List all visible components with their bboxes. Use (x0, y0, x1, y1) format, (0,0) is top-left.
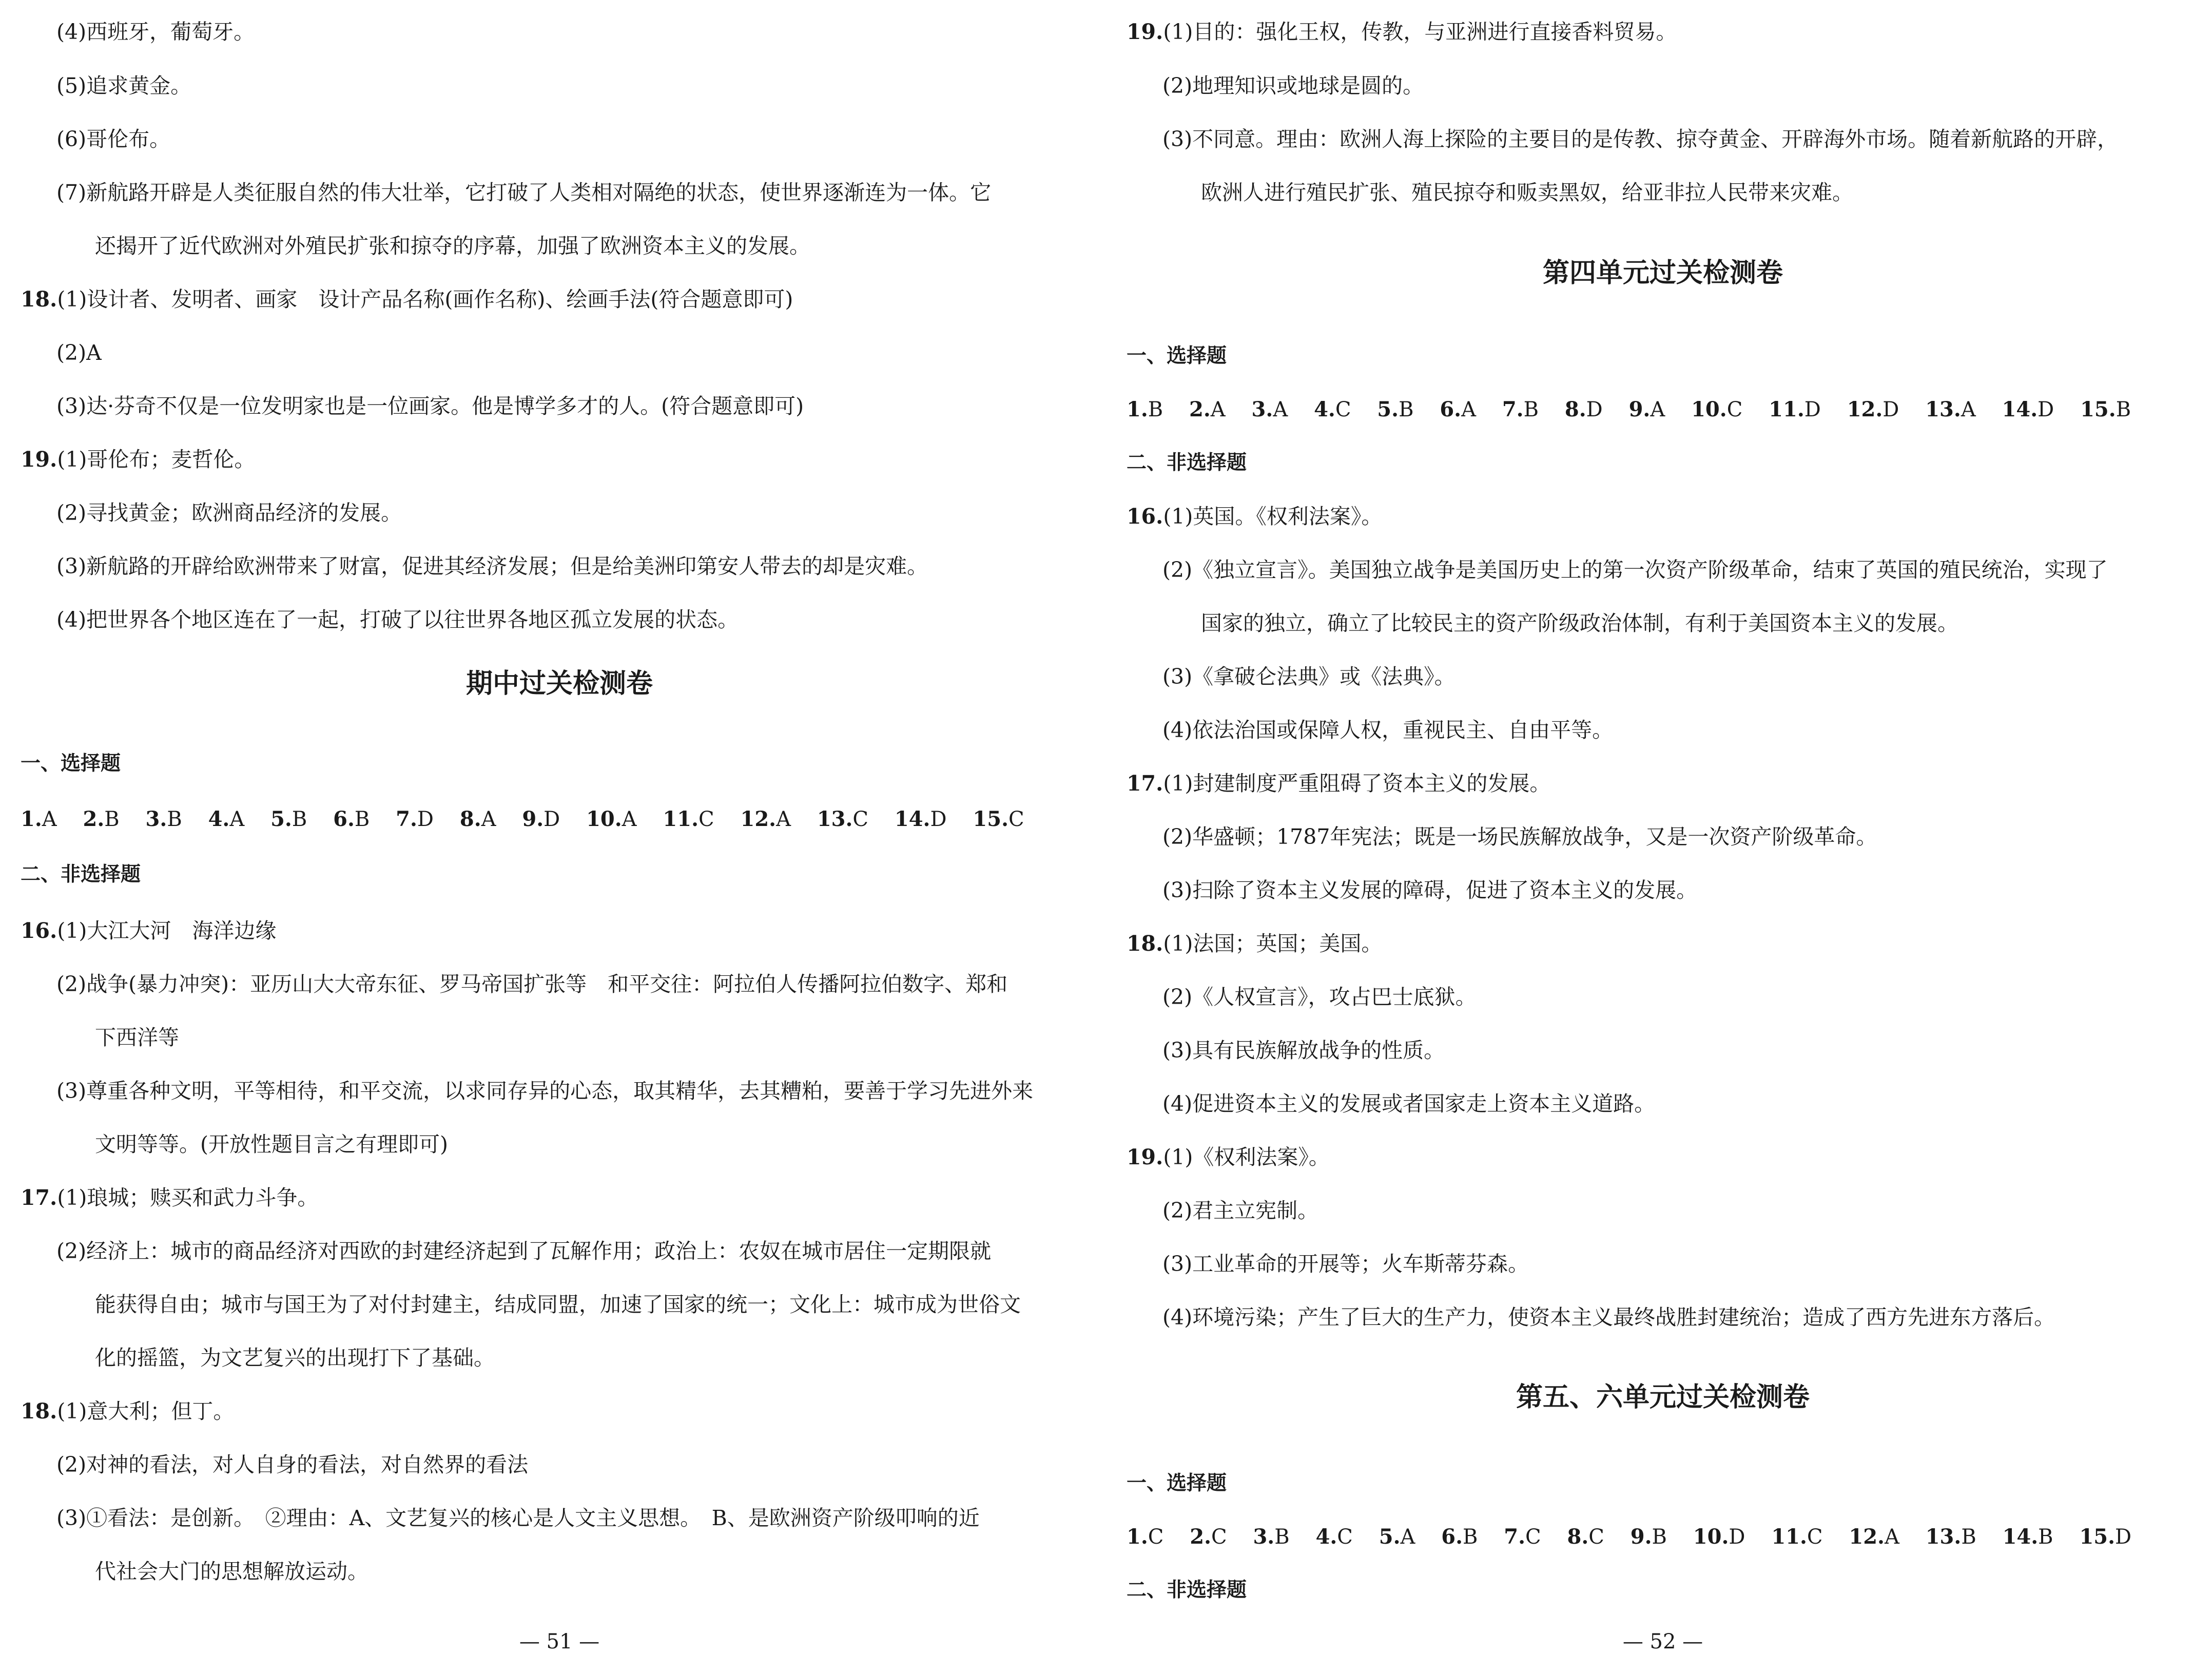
mc-number: 10. (1691, 397, 1727, 421)
answer-line: (2)地理知识或地球是圆的。 (1162, 73, 1424, 98)
mc-number: 1. (21, 807, 42, 831)
mc-number: 3. (145, 807, 167, 831)
answer-line: 代社会大门的思想解放运动。 (95, 1559, 368, 1584)
mc-item (1440, 398, 1476, 421)
mc-number: 1. (1127, 397, 1148, 421)
answer-line: (2)《独立宣言》。美国独立战争是美国历史上的第一次资产阶级革命，结束了英国的殖民统治，实现了 (1162, 558, 2108, 582)
mc-choice: B (1523, 398, 1539, 421)
mc-item (1771, 1525, 1822, 1549)
mc-number: 6. (1440, 397, 1462, 421)
mc-number: 13. (1925, 1525, 1962, 1549)
mc-choice: A (1961, 398, 1976, 421)
mc-choice: C (1148, 1525, 1164, 1549)
mc-answers (21, 805, 1024, 834)
answer-line: (2)战争(暴力冲突)：亚历山大大帝东征、罗马帝国扩张等 和平交往：阿拉伯人传播阿拉伯数字、郑和 (56, 972, 1008, 996)
answer-line: 文明等等。(开放性题目言之有理即可) (95, 1132, 448, 1157)
mc-item (208, 808, 245, 831)
mc-item (2080, 398, 2131, 421)
mc-choice: A (1400, 1525, 1415, 1549)
mc-number: 6. (1441, 1525, 1463, 1549)
mc-number: 2. (1190, 1525, 1211, 1549)
mc-item (522, 808, 560, 831)
question-number: 18. (21, 287, 57, 312)
section-title: 第五、六单元过关检测卷 (1516, 1382, 1810, 1413)
answer-text: (1)设计者、发明者、画家 设计产品名称(画作名称)、绘画手法(符合题意即可) (57, 287, 793, 312)
mc-number: 8. (1567, 1525, 1589, 1549)
mc-item (973, 808, 1024, 831)
answer-text: (1)《权利法案》。 (1163, 1145, 1330, 1169)
mc-choice: D (1729, 1525, 1745, 1549)
mc-number: 14. (2002, 1525, 2039, 1549)
mc-item (586, 808, 636, 831)
mc-number: 9. (1630, 1525, 1652, 1549)
mc-choice: B (2116, 398, 2131, 421)
answer-line: (4)依法治国或保障人权，重视民主、自由平等。 (1162, 718, 1614, 742)
question-number: 19. (1127, 20, 1163, 44)
mc-item (1190, 1525, 1227, 1549)
mc-choice: A (481, 808, 496, 831)
mc-number: 11. (663, 807, 699, 831)
mc-item (2003, 1525, 2053, 1549)
mc-number: 12. (1849, 1525, 1885, 1549)
question-number: 17. (21, 1185, 57, 1210)
mc-item (1565, 398, 1603, 421)
question-19 (1127, 17, 1677, 46)
mc-choice: B (104, 808, 120, 831)
mc-item (1189, 398, 1226, 421)
mc-answers (1127, 395, 2131, 424)
mc-choice: D (2115, 1525, 2132, 1549)
mc-item (1847, 398, 1899, 421)
mc-item (1316, 1525, 1353, 1549)
answer-line: (6)哥伦布。 (56, 127, 171, 151)
answer-line: (5)追求黄金。 (56, 73, 192, 98)
mc-choice: D (1586, 398, 1603, 421)
mc-choice: C (1211, 1525, 1227, 1549)
mc-number: 9. (522, 807, 544, 831)
answer-line: 化的摇篮，为文艺复兴的出现打下了基础。 (95, 1346, 495, 1370)
mc-number: 8. (1564, 397, 1586, 421)
mc-choice: C (1726, 398, 1743, 421)
answer-text: (1)封建制度严重阻碍了资本主义的发展。 (1163, 771, 1551, 796)
mc-item (460, 808, 496, 831)
mc-number: 12. (740, 807, 777, 831)
mc-number: 10. (586, 807, 622, 831)
mc-number: 5. (270, 807, 292, 831)
mc-item (817, 808, 868, 831)
mc-number: 4. (1315, 1525, 1337, 1549)
mc-item (1926, 1525, 1976, 1549)
answer-line: (4)西班牙，葡萄牙。 (56, 20, 255, 44)
section-heading: 一、选择题 (1127, 1472, 1227, 1495)
mc-number: 12. (1847, 397, 1883, 421)
answer-line: (3)达·芬奇不仅是一位发明家也是一位画家。他是博学多才的人。(符合题意即可) (56, 394, 804, 418)
page-number: — 51 — (519, 1630, 600, 1654)
answer-line: (7)新航路开辟是人类征服自然的伟大壮举，它打破了人类相对隔绝的状态，使世界逐渐连为一体。它 (56, 180, 992, 205)
answer-line: (2)经济上：城市的商品经济对西欧的封建经济起到了瓦解作用；政治上：农奴在城市居住一定期限就 (56, 1239, 992, 1263)
mc-number: 3. (1253, 1525, 1275, 1549)
mc-number: 7. (396, 807, 417, 831)
answer-line: (3)具有民族解放战争的性质。 (1162, 1038, 1445, 1063)
question-19 (21, 445, 255, 474)
question-number: 18. (21, 1399, 57, 1424)
answer-line: (2)A (56, 340, 102, 365)
answer-line: (4)促进资本主义的发展或者国家走上资本主义道路。 (1162, 1091, 1656, 1116)
question-number: 18. (1127, 931, 1163, 956)
mc-item (396, 808, 434, 831)
mc-item (1631, 1525, 1667, 1549)
answer-line: (3)《拿破仑法典》或《法典》。 (1162, 664, 1456, 689)
answer-line: 下西洋等 (95, 1025, 179, 1050)
mc-choice: B (1148, 398, 1163, 421)
mc-item (1769, 398, 1821, 421)
mc-choice: A (1650, 398, 1665, 421)
mc-item (1253, 1525, 1289, 1549)
answer-line: (2)君主立宪制。 (1162, 1198, 1319, 1223)
mc-number: 8. (459, 807, 481, 831)
mc-choice: B (354, 808, 370, 831)
mc-choice: A (229, 808, 245, 831)
right-page (1127, 0, 2199, 1672)
mc-choice: C (1807, 1525, 1823, 1549)
mc-choice: D (1804, 398, 1821, 421)
mc-number: 13. (817, 807, 853, 831)
mc-number: 1. (1127, 1525, 1148, 1549)
mc-choice: A (42, 808, 57, 831)
mc-number: 3. (1251, 397, 1273, 421)
question-17 (1127, 769, 1550, 798)
answer-line: (3)工业革命的开展等；火车斯蒂芬森。 (1162, 1252, 1529, 1276)
mc-number: 10. (1693, 1525, 1729, 1549)
mc-choice: B (1652, 1525, 1667, 1549)
mc-item (1314, 398, 1351, 421)
mc-item (895, 808, 947, 831)
answer-line: (2)华盛顿；1787年宪法；既是一场民族解放战争，又是一次资产阶级革命。 (1162, 824, 1877, 849)
mc-choice: C (698, 808, 714, 831)
mc-number: 13. (1925, 397, 1961, 421)
mc-choice: C (1525, 1525, 1541, 1549)
question-number: 16. (1127, 504, 1163, 529)
mc-choice: B (167, 808, 182, 831)
mc-item (1567, 1525, 1604, 1549)
mc-number: 15. (2079, 1525, 2116, 1549)
answer-text: (1)法国；英国；美国。 (1163, 931, 1383, 956)
question-number: 19. (1127, 1145, 1163, 1169)
mc-choice: B (2038, 1525, 2053, 1549)
answer-line: 国家的独立，确立了比较民主的资产阶级政治体制，有利于美国资本主义的发展。 (1201, 611, 1958, 636)
mc-item (333, 808, 370, 831)
section-heading: 二、非选择题 (21, 863, 141, 886)
answer-line: (3)新航路的开辟给欧洲带来了财富，促进其经济发展；但是给美洲印第安人带去的却是灾难。 (56, 554, 928, 579)
answer-line: (4)环境污染；产生了巨大的生产力，使资本主义最终战胜封建统治；造成了西方先进东方落后。 (1162, 1305, 2055, 1330)
mc-choice: B (1463, 1525, 1478, 1549)
answer-text: (1)目的：强化王权，传教，与亚洲进行直接香料贸易。 (1163, 20, 1677, 44)
mc-choice: B (1274, 1525, 1290, 1549)
mc-number: 15. (2080, 397, 2116, 421)
mc-item (1127, 398, 1163, 421)
question-18 (21, 1397, 234, 1426)
mc-item (1849, 1525, 1899, 1549)
mc-choice: A (1461, 398, 1476, 421)
answer-line: (2)寻找黄金；欧洲商品经济的发展。 (56, 501, 402, 525)
mc-number: 5. (1379, 1525, 1401, 1549)
mc-item (1629, 398, 1665, 421)
mc-number: 5. (1377, 397, 1399, 421)
question-number: 19. (21, 447, 57, 472)
question-18 (1127, 929, 1382, 958)
mc-choice: B (1399, 398, 1414, 421)
mc-number: 11. (1769, 397, 1804, 421)
question-19 (1127, 1143, 1330, 1171)
mc-choice: D (544, 808, 560, 831)
mc-choice: B (292, 808, 307, 831)
answer-line: 欧洲人进行殖民扩张、殖民掠夺和贩卖黑奴，给亚非拉人民带来灾难。 (1201, 180, 1853, 205)
mc-number: 2. (1189, 397, 1211, 421)
mc-item (1127, 1525, 1163, 1549)
mc-choice: A (1210, 398, 1226, 421)
question-number: 17. (1127, 771, 1163, 796)
mc-choice: A (1884, 1525, 1899, 1549)
question-number: 16. (21, 918, 57, 943)
mc-number: 14. (894, 807, 930, 831)
mc-item (21, 808, 57, 831)
section-title: 第四单元过关检测卷 (1542, 258, 1783, 289)
mc-number: 7. (1504, 1525, 1526, 1549)
mc-choice: C (1588, 1525, 1604, 1549)
question-16 (21, 916, 276, 945)
left-page (21, 0, 1098, 1672)
mc-number: 4. (208, 807, 230, 831)
answer-line: (3)扫除了资本主义发展的障碍，促进了资本主义的发展。 (1162, 878, 1698, 902)
section-heading: 二、非选择题 (1127, 1579, 1247, 1602)
answer-line: 能获得自由；城市与国王为了对付封建主，结成同盟，加速了国家的统一；文化上：城市成为世俗文 (95, 1292, 1021, 1317)
mc-item (270, 808, 307, 831)
answer-line: (3)不同意。理由：欧洲人海上探险的主要目的是传教、掠夺黄金、开辟海外市场。随着新航路的开辟， (1162, 127, 2119, 151)
mc-choice: C (852, 808, 869, 831)
answer-text: (1)哥伦布；麦哲伦。 (57, 447, 256, 472)
mc-answers (1127, 1523, 2131, 1551)
question-16 (1127, 502, 1382, 531)
mc-choice: A (776, 808, 791, 831)
section-title: 期中过关检测卷 (465, 668, 653, 699)
mc-choice: D (930, 808, 947, 831)
mc-choice: D (417, 808, 434, 831)
mc-item (1379, 1525, 1415, 1549)
mc-choice: C (1008, 808, 1024, 831)
mc-choice: B (1961, 1525, 1976, 1549)
answer-line: (2)对神的看法，对人自身的看法，对自然界的看法 (56, 1452, 529, 1477)
section-heading: 一、选择题 (21, 752, 121, 775)
answer-text: (1)意大利；但丁。 (57, 1399, 235, 1424)
answer-line: (3)尊重各种文明，平等相待，和平交流，以求同存异的心态，取其精华，去其糟粕，要善于学习先进外来 (56, 1079, 1034, 1103)
mc-item (1693, 1525, 1745, 1549)
mc-number: 4. (1314, 397, 1335, 421)
mc-item (1925, 398, 1975, 421)
mc-item (83, 808, 120, 831)
mc-number: 6. (333, 807, 355, 831)
mc-number: 9. (1628, 397, 1651, 421)
mc-choice: D (1883, 398, 1899, 421)
mc-item (1504, 1525, 1541, 1549)
mc-item (146, 808, 182, 831)
mc-choice: A (622, 808, 637, 831)
mc-item (740, 808, 790, 831)
question-17 (21, 1183, 318, 1212)
mc-item (1502, 398, 1539, 421)
section-heading: 二、非选择题 (1127, 451, 1247, 474)
mc-choice: C (1335, 398, 1351, 421)
mc-number: 14. (2002, 397, 2038, 421)
answer-line: (4)把世界各个地区连在了一起，打破了以往世界各地区孤立发展的状态。 (56, 607, 739, 632)
section-heading: 一、选择题 (1127, 344, 1227, 368)
mc-number: 11. (1771, 1525, 1807, 1549)
answer-line: 还揭开了近代欧洲对外殖民扩张和掠夺的序幕，加强了欧洲资本主义的发展。 (95, 234, 810, 258)
mc-item (663, 808, 714, 831)
answer-text: (1)琅城；赎买和武力斗争。 (57, 1185, 319, 1210)
mc-number: 7. (1502, 397, 1524, 421)
mc-item (1252, 398, 1288, 421)
answer-line: (2)《人权宣言》，攻占巴士底狱。 (1162, 985, 1477, 1009)
mc-item (1691, 398, 1742, 421)
question-18 (21, 285, 793, 314)
answer-text: (1)英国。《权利法案》。 (1163, 504, 1383, 529)
answer-text: (1)大江大河 海洋边缘 (57, 918, 277, 943)
mc-number: 2. (83, 807, 105, 831)
mc-choice: C (1337, 1525, 1353, 1549)
answer-line: (3)①看法：是创新。 ②理由：A、文艺复兴的核心是人文主义思想。 B、是欧洲资产阶级叩响的近 (56, 1506, 980, 1530)
page-number: — 52 — (1622, 1630, 1703, 1654)
mc-item (2079, 1525, 2131, 1549)
mc-item (1441, 1525, 1478, 1549)
mc-number: 15. (973, 807, 1009, 831)
mc-item (1377, 398, 1413, 421)
mc-choice: D (2038, 398, 2054, 421)
mc-choice: A (1273, 398, 1288, 421)
mc-item (2002, 398, 2054, 421)
